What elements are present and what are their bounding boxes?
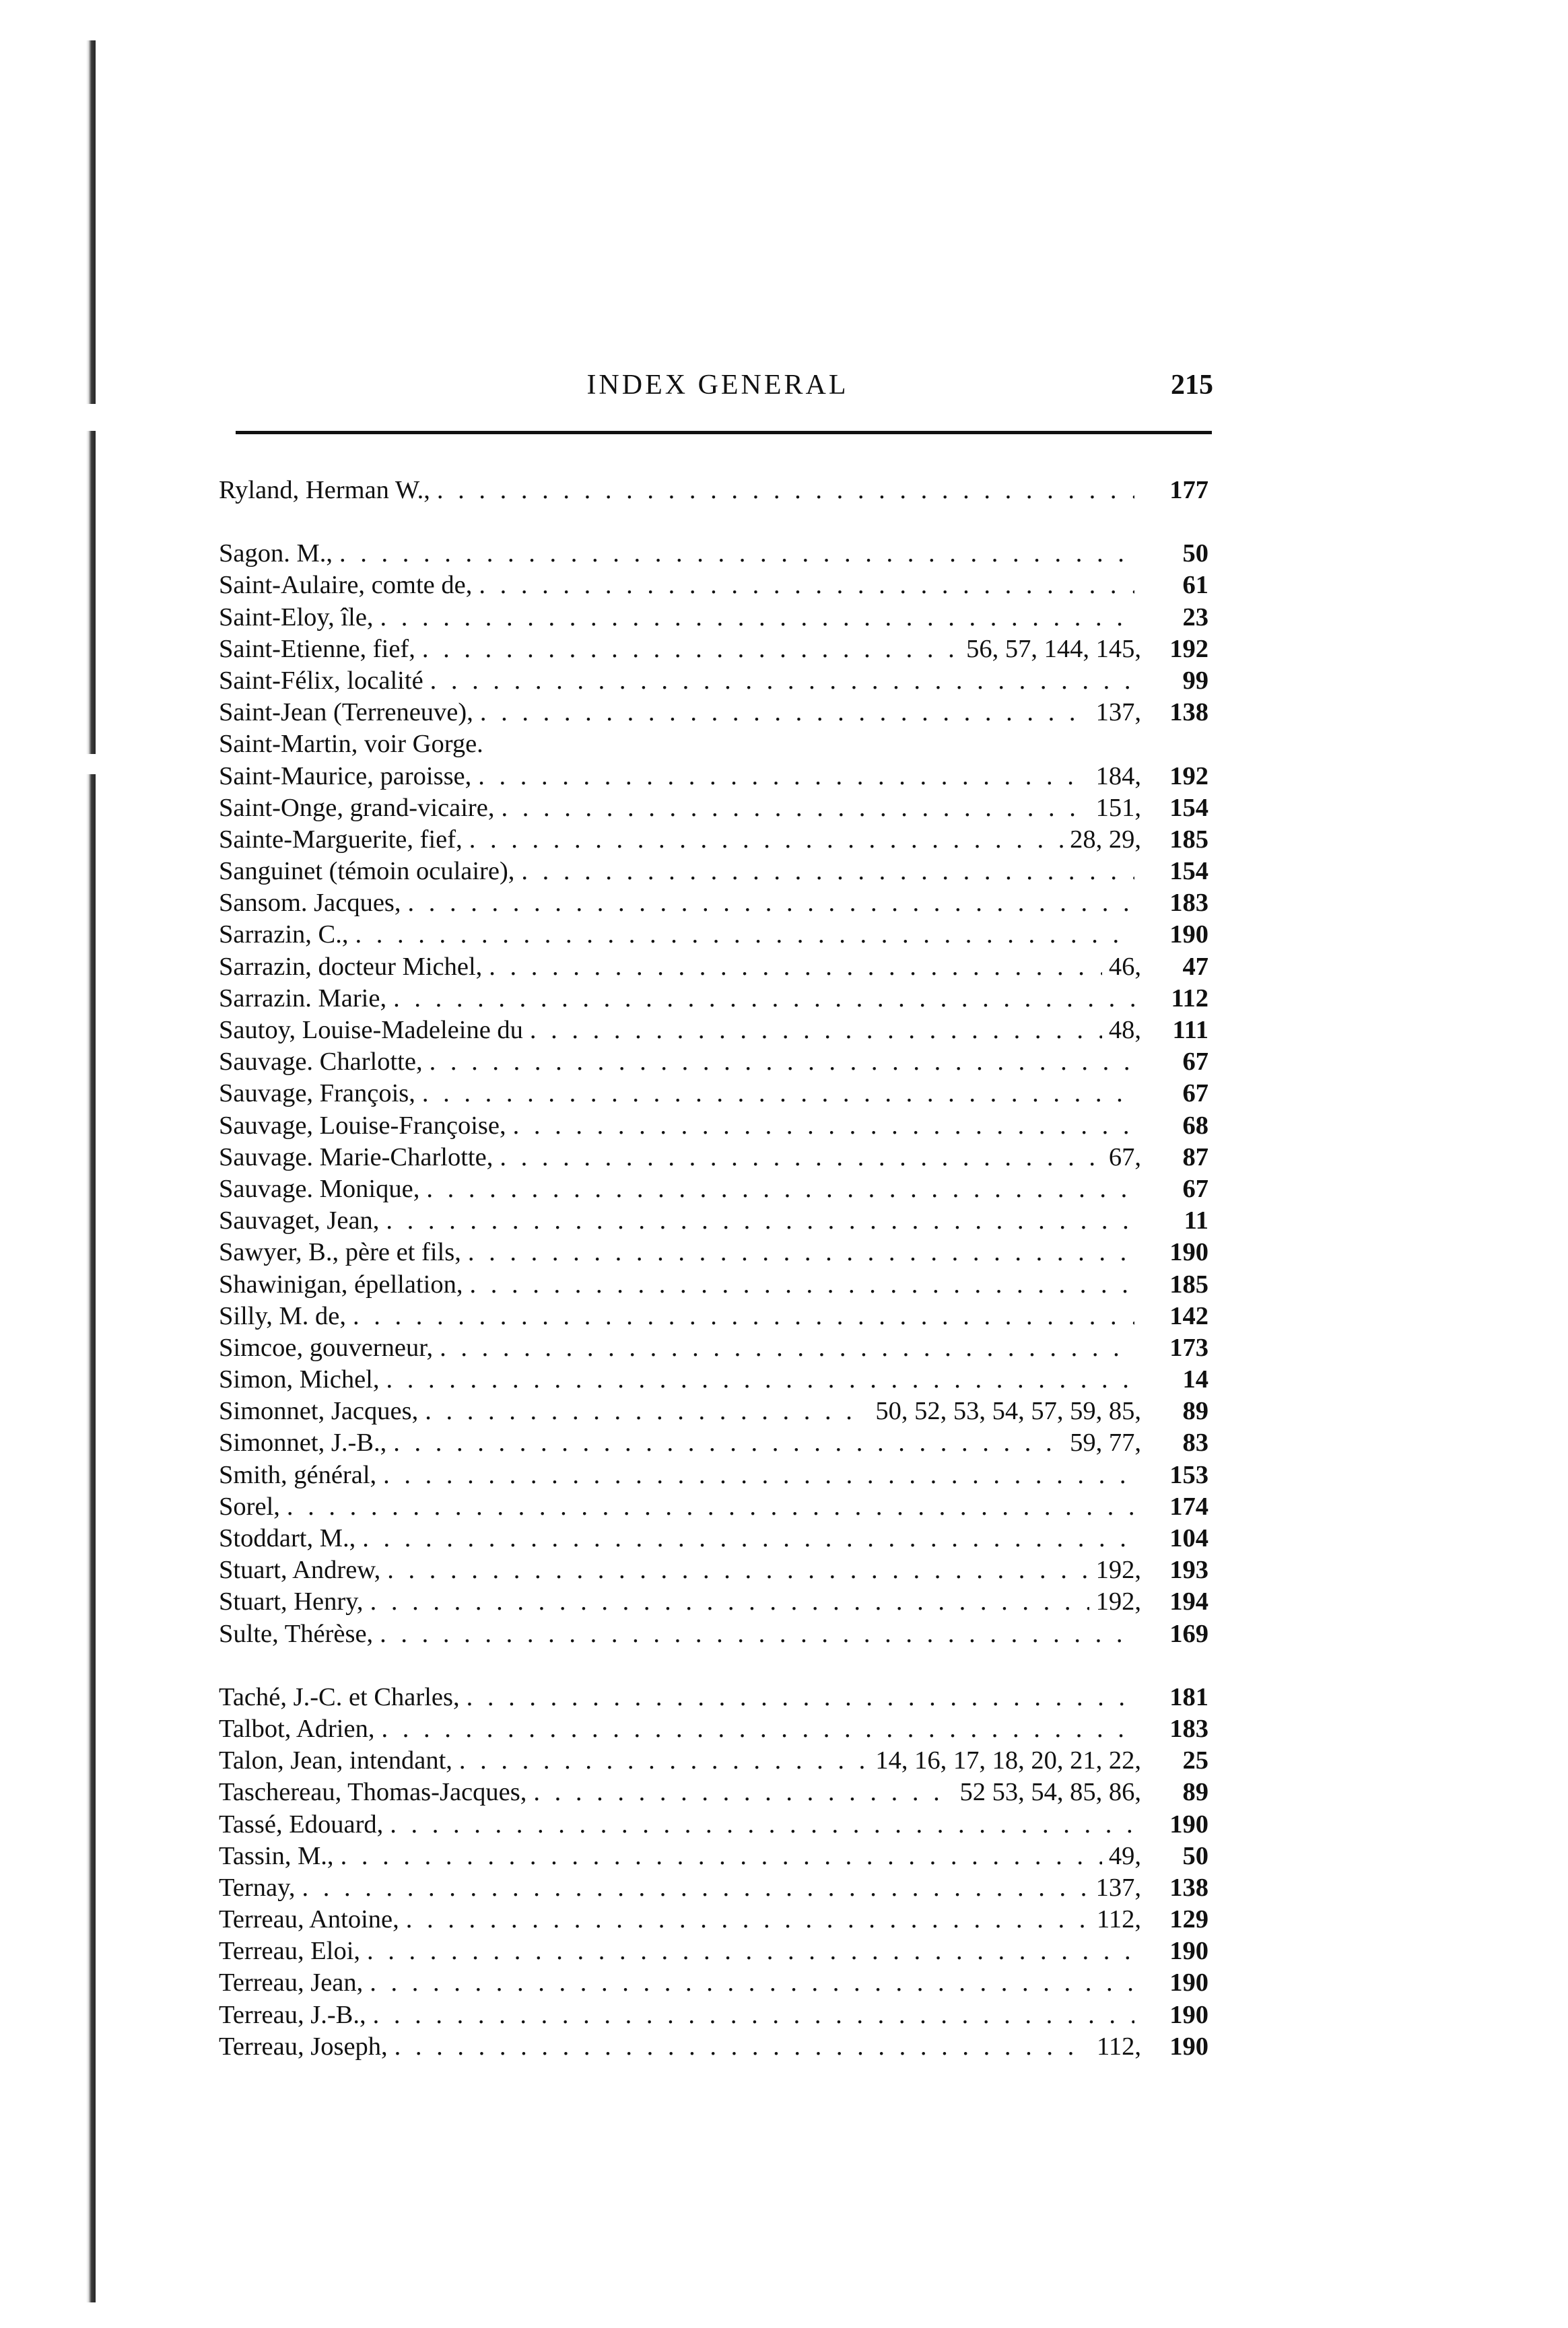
entry-name: Terreau, J.-B., (219, 2000, 366, 2029)
index-entry (219, 1809, 1208, 1841)
entry-last-page: 111 (1172, 1016, 1208, 1044)
dot-leader (386, 1364, 1134, 1396)
entry-page-refs: 48, (1108, 1016, 1141, 1044)
dot-leader (489, 951, 1102, 983)
entry-name: Sainte-Marguerite, fief, (219, 825, 463, 854)
index-entry (219, 1967, 1208, 1999)
index-entry (219, 1745, 1208, 1777)
index-entry (219, 1427, 1208, 1459)
entry-page-refs: 192, (1095, 1587, 1141, 1616)
dot-leader (370, 1586, 1089, 1618)
entry-last-page: 192 (1169, 761, 1208, 790)
index-entry (219, 856, 1208, 887)
entry-last-page: 190 (1169, 2032, 1208, 2061)
dot-leader (341, 1841, 1102, 1872)
entry-name: Tassé, Edouard, (219, 1810, 384, 1839)
dot-leader (422, 1078, 1134, 1109)
dot-leader (440, 1332, 1134, 1364)
index-entry (219, 1999, 1208, 2031)
index-entry (219, 1682, 1208, 1713)
dot-leader (393, 983, 1134, 1015)
dot-leader (381, 1713, 1134, 1745)
dot-leader (387, 1554, 1089, 1586)
page-header (222, 369, 1213, 409)
index-entry (219, 1491, 1208, 1523)
index-entry (219, 1301, 1208, 1332)
dot-leader (383, 1460, 1134, 1491)
entry-page-refs: 59, 77, (1070, 1429, 1141, 1458)
entry-name: Stuart, Andrew, (219, 1556, 381, 1585)
dot-leader (353, 1301, 1134, 1332)
entry-name: Sauvage, François, (219, 1079, 415, 1108)
entry-name: Sansom. Jacques, (219, 889, 401, 918)
entry-last-page: 89 (1182, 1778, 1208, 1807)
index-entry (219, 1142, 1208, 1173)
entry-name: Tassin, M., (219, 1841, 334, 1870)
entry-name: Saint-Aulaire, comte de, (219, 571, 473, 600)
entry-page-refs: 112, (1097, 2032, 1141, 2061)
entry-last-page: 99 (1182, 666, 1208, 695)
entry-name: Sanguinet (témoin oculaire), (219, 857, 515, 886)
entry-last-page: 183 (1169, 889, 1208, 918)
index-entry (219, 1173, 1208, 1205)
index-entry (219, 824, 1208, 856)
index-section (219, 1682, 1208, 2063)
index-entry (219, 1936, 1208, 1967)
entry-last-page: 87 (1182, 1142, 1208, 1171)
entry-name: Sauvage. Charlotte, (219, 1048, 423, 1076)
entry-last-page: 153 (1169, 1460, 1208, 1489)
index-entry (219, 887, 1208, 919)
dot-leader (479, 570, 1134, 601)
entry-name: Sauvage. Marie-Charlotte, (219, 1142, 493, 1171)
entry-last-page: 25 (1182, 1746, 1208, 1775)
entry-page-refs: 151, (1095, 793, 1141, 822)
entry-name: Talon, Jean, intendant, (219, 1746, 452, 1775)
dot-leader (380, 1618, 1134, 1650)
index-entry (219, 1364, 1208, 1396)
entry-last-page: 185 (1169, 1270, 1208, 1299)
index-entry (219, 1586, 1208, 1618)
entry-name: Sauvaget, Jean, (219, 1206, 380, 1235)
index-entry (219, 570, 1208, 601)
dot-leader (480, 697, 1089, 728)
entry-name: Simonnet, J.-B., (219, 1429, 387, 1458)
entry-name: Sagon. M., (219, 539, 333, 568)
index-entry (219, 1872, 1208, 1904)
entry-page-refs: 52 53, 54, 85, 86, (959, 1778, 1141, 1807)
dot-leader (302, 1872, 1089, 1904)
entry-name: Sautoy, Louise-Madeleine du (219, 1016, 523, 1044)
index-entry (219, 538, 1208, 570)
entry-name: Talbot, Adrien, (219, 1714, 375, 1743)
entry-name: Terreau, Antoine, (219, 1905, 399, 1934)
dot-leader (430, 665, 1134, 697)
dot-leader (469, 824, 1063, 856)
dot-leader (459, 1745, 868, 1777)
entry-last-page: 104 (1169, 1524, 1208, 1552)
index-entry (219, 728, 1208, 760)
entry-last-page: 23 (1182, 603, 1208, 631)
entry-name: Sarrazin, docteur Michel, (219, 952, 483, 981)
entry-last-page: 67 (1182, 1048, 1208, 1076)
dot-leader (437, 475, 1134, 506)
entry-name: Saint-Jean (Terreneuve), (219, 698, 473, 727)
dot-leader (513, 1110, 1134, 1142)
entry-name: Shawinigan, épellation, (219, 1270, 463, 1299)
index-entry (219, 1237, 1208, 1268)
dot-leader (426, 1173, 1134, 1205)
dot-leader (501, 792, 1089, 824)
dot-leader (355, 919, 1134, 951)
index-entry (219, 1078, 1208, 1109)
entry-last-page: 174 (1169, 1492, 1208, 1521)
page-number: 215 (1171, 370, 1213, 401)
entry-page-refs: 137, (1095, 1873, 1141, 1902)
dot-leader (373, 1999, 1134, 2031)
index-entry (219, 1713, 1208, 1745)
entry-name: Saint-Onge, grand-vicaire, (219, 793, 495, 822)
index-entry (219, 1110, 1208, 1142)
entry-last-page: 193 (1169, 1556, 1208, 1585)
entry-name: Simonnet, Jacques, (219, 1397, 419, 1426)
entry-last-page: 154 (1169, 857, 1208, 886)
dot-leader (339, 538, 1134, 570)
entry-page-refs: 50, 52, 53, 54, 57, 59, 85, (875, 1397, 1141, 1426)
dot-leader (406, 1904, 1090, 1936)
index-entry (219, 634, 1208, 665)
dot-leader (393, 1427, 1063, 1459)
index-entry (219, 1618, 1208, 1650)
index-entry (219, 951, 1208, 983)
entry-last-page: 185 (1169, 825, 1208, 854)
dot-leader (362, 1523, 1134, 1554)
entry-last-page: 67 (1182, 1079, 1208, 1108)
dot-leader (408, 887, 1134, 919)
entry-last-page: 129 (1169, 1905, 1208, 1934)
entry-last-page: 183 (1169, 1714, 1208, 1743)
index-entry (219, 1269, 1208, 1301)
dot-leader (430, 1046, 1134, 1078)
entry-last-page: 154 (1169, 793, 1208, 822)
index-entry (219, 1523, 1208, 1554)
dot-leader (395, 2031, 1090, 2063)
entry-name: Simcoe, gouverneur, (219, 1333, 434, 1362)
entry-name: Stoddart, M., (219, 1524, 356, 1552)
entry-page-refs: 67, (1108, 1142, 1141, 1171)
page-title: INDEX GENERAL (586, 370, 849, 401)
entry-page-refs: 184, (1095, 761, 1141, 790)
entry-page-refs: 137, (1095, 698, 1141, 727)
entry-last-page: 169 (1169, 1619, 1208, 1648)
dot-leader (390, 1809, 1134, 1841)
index-entry (219, 761, 1208, 792)
entry-last-page: 181 (1169, 1682, 1208, 1711)
entry-last-page: 68 (1182, 1111, 1208, 1140)
entry-last-page: 14 (1182, 1365, 1208, 1394)
entry-last-page: 190 (1169, 920, 1208, 949)
entry-last-page: 190 (1169, 1968, 1208, 1997)
entry-name: Sorel, (219, 1492, 280, 1521)
entry-page-refs: 112, (1097, 1905, 1141, 1934)
index-entry (219, 2031, 1208, 2063)
entry-name: Ryland, Herman W., (219, 476, 430, 504)
entry-name: Sarrazin. Marie, (219, 984, 387, 1013)
entry-name: Terreau, Jean, (219, 1968, 364, 1997)
index-entries (219, 475, 1208, 2094)
entry-page-refs: 192, (1095, 1556, 1141, 1585)
index-entry (219, 919, 1208, 951)
entry-last-page: 47 (1182, 952, 1208, 981)
dot-leader (521, 856, 1134, 887)
entry-name: Terreau, Joseph, (219, 2032, 388, 2061)
entry-name: Simon, Michel, (219, 1365, 380, 1394)
entry-name: Ternay, (219, 1873, 296, 1902)
entry-name: Sawyer, B., père et fils, (219, 1238, 461, 1267)
entry-name: Sarrazin, C., (219, 920, 349, 949)
index-entry (219, 1460, 1208, 1491)
index-entry (219, 1015, 1208, 1046)
dot-leader (500, 1142, 1102, 1173)
index-entry (219, 697, 1208, 728)
entry-name: Saint-Etienne, fief, (219, 634, 415, 663)
entry-name: Saint-Félix, localité (219, 666, 423, 695)
header-rule (236, 431, 1212, 434)
index-entry (219, 665, 1208, 697)
dot-leader (533, 1777, 953, 1808)
entry-last-page: 83 (1182, 1429, 1208, 1458)
index-entry (219, 1841, 1208, 1872)
entry-page-refs: 49, (1108, 1841, 1141, 1870)
entry-last-page: 190 (1169, 1810, 1208, 1839)
entry-last-page: 173 (1169, 1333, 1208, 1362)
dot-leader (422, 634, 959, 665)
entry-last-page: 67 (1182, 1174, 1208, 1203)
entry-page-refs: 46, (1108, 952, 1141, 981)
entry-last-page: 50 (1182, 539, 1208, 568)
entry-last-page: 190 (1169, 1238, 1208, 1267)
entry-last-page: 177 (1169, 476, 1208, 504)
entry-name: Terreau, Eloi, (219, 1937, 361, 1966)
index-entry (219, 475, 1208, 506)
entry-last-page: 11 (1184, 1206, 1208, 1235)
dot-leader (468, 1237, 1134, 1268)
entry-last-page: 192 (1169, 634, 1208, 663)
entry-name: Smith, général, (219, 1460, 377, 1489)
index-entry (219, 602, 1208, 634)
entry-name: Saint-Maurice, paroisse, (219, 761, 472, 790)
dot-leader (380, 602, 1134, 634)
entry-last-page: 190 (1169, 2000, 1208, 2029)
index-section (219, 475, 1208, 506)
entry-page-refs: 56, 57, 144, 145, (966, 634, 1141, 663)
index-entry (219, 792, 1208, 824)
entry-last-page: 112 (1171, 984, 1208, 1013)
index-entry (219, 1777, 1208, 1808)
entry-last-page: 190 (1169, 1937, 1208, 1966)
entry-name: Silly, M. de, (219, 1301, 346, 1330)
entry-last-page: 138 (1169, 1873, 1208, 1902)
index-entry (219, 1554, 1208, 1586)
dot-leader (467, 1682, 1134, 1713)
entry-last-page: 89 (1182, 1397, 1208, 1426)
index-section (219, 538, 1208, 1650)
index-entry (219, 1396, 1208, 1427)
dot-leader (530, 1015, 1102, 1046)
index-entry (219, 1205, 1208, 1237)
entry-name: Saint-Eloy, île, (219, 603, 374, 631)
entry-last-page: 142 (1169, 1301, 1208, 1330)
entry-name: Taschereau, Thomas-Jacques, (219, 1778, 527, 1807)
index-entry (219, 1904, 1208, 1936)
entry-name: Taché, J.-C. et Charles, (219, 1682, 460, 1711)
dot-leader (469, 1269, 1134, 1301)
entry-last-page: 61 (1182, 571, 1208, 600)
dot-leader (370, 1967, 1134, 1999)
dot-leader (287, 1491, 1134, 1523)
dot-leader (386, 1205, 1134, 1237)
entry-name: Stuart, Henry, (219, 1587, 364, 1616)
dot-leader (425, 1396, 868, 1427)
entry-name: Sulte, Thérèse, (219, 1619, 374, 1648)
book-binding-shadow (86, 40, 96, 2302)
entry-last-page: 194 (1169, 1587, 1208, 1616)
entry-name: Saint-Martin, voir Gorge. (219, 730, 483, 759)
entry-page-refs: 28, 29, (1070, 825, 1141, 854)
entry-name: Sauvage, Louise-Françoise, (219, 1111, 506, 1140)
entry-last-page: 138 (1169, 698, 1208, 727)
dot-leader (367, 1936, 1134, 1967)
index-entry (219, 983, 1208, 1015)
entry-page-refs: 14, 16, 17, 18, 20, 21, 22, (875, 1746, 1141, 1775)
entry-last-page: 50 (1182, 1841, 1208, 1870)
dot-leader (478, 761, 1089, 792)
index-entry (219, 1046, 1208, 1078)
entry-name: Sauvage. Monique, (219, 1174, 420, 1203)
index-entry (219, 1332, 1208, 1364)
